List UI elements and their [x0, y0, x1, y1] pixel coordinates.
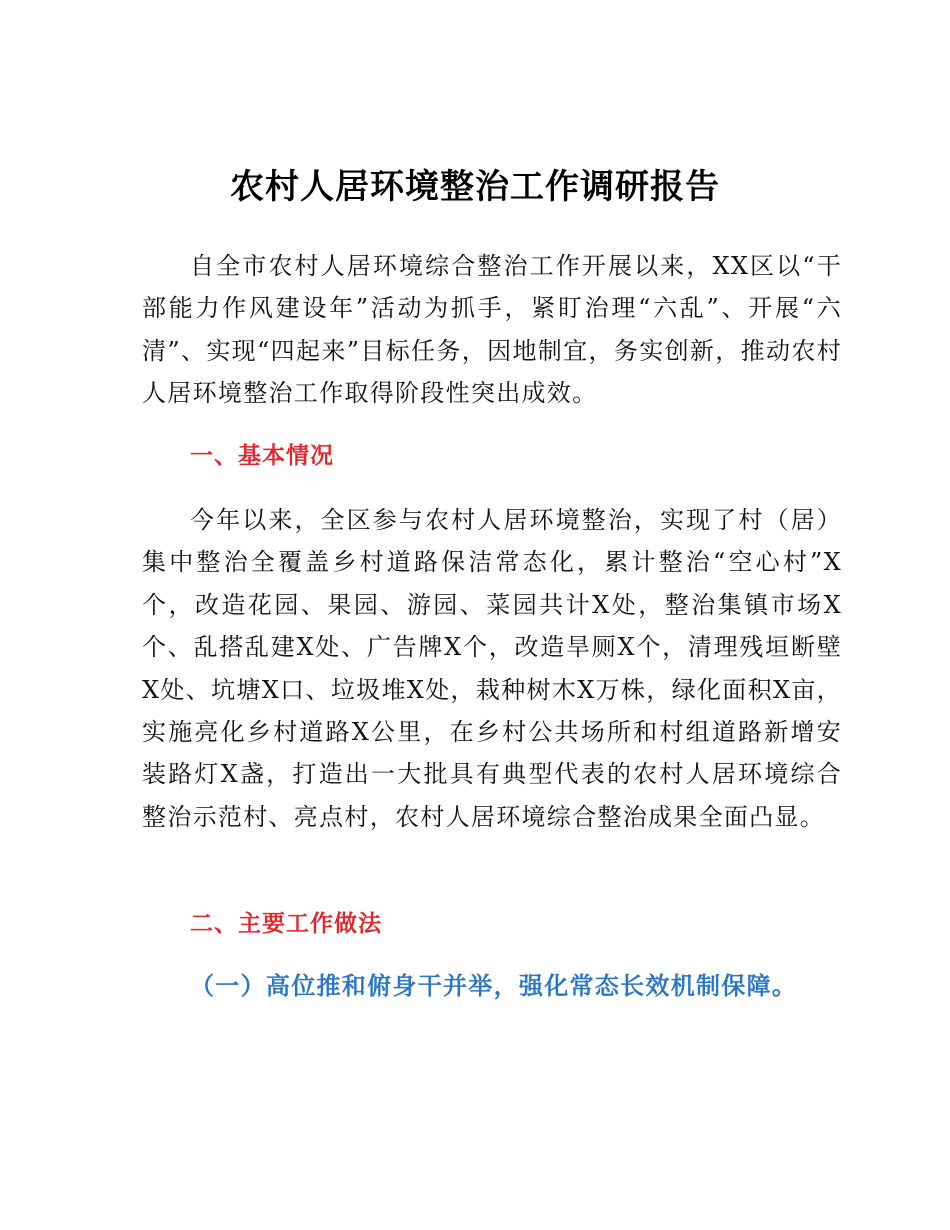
basic-situation-paragraph: 今年以来，全区参与农村人居环境整治，实现了村（居）集中整治全覆盖乡村道路保洁常态化，累计整治“空心村”X个，改造花园、果园、游园、菜园共计X处，整治集镇市场X个、乱搭乱建X处、广告牌X个，改造旱厕X个，清理残垣断壁X处、坑塘X口、垃圾堆X处，栽种树木X万株，绿化面积X亩，实施亮化乡村道路X公里，在乡村公共场所和村组道路新增安装路灯X盏，打造出一大批具有典型代表的农村人居环境综合整治示范村、亮点村，农村人居环境综合整治成果全面凸显。 [142, 506, 842, 831]
subsection-heading-one: （一）高位推和俯身干并举，强化常态长效机制保障。 [190, 971, 798, 1000]
section-heading-main-practices: 二、主要工作做法 [190, 911, 382, 937]
intro-paragraph: 自全市农村人居环境综合整治工作开展以来，XX区以“干部能力作风建设年”活动为抓手，紧盯治理“六乱”、开展“六清”、实现“四起来”目标任务，因地制宜，务实创新，推动农村人居环境整治工作取得阶段性突出成效。 [142, 252, 842, 408]
document-title: 农村人居环境整治工作调研报告 [230, 167, 720, 207]
section-heading-basic-situation: 一、基本情况 [190, 443, 334, 469]
